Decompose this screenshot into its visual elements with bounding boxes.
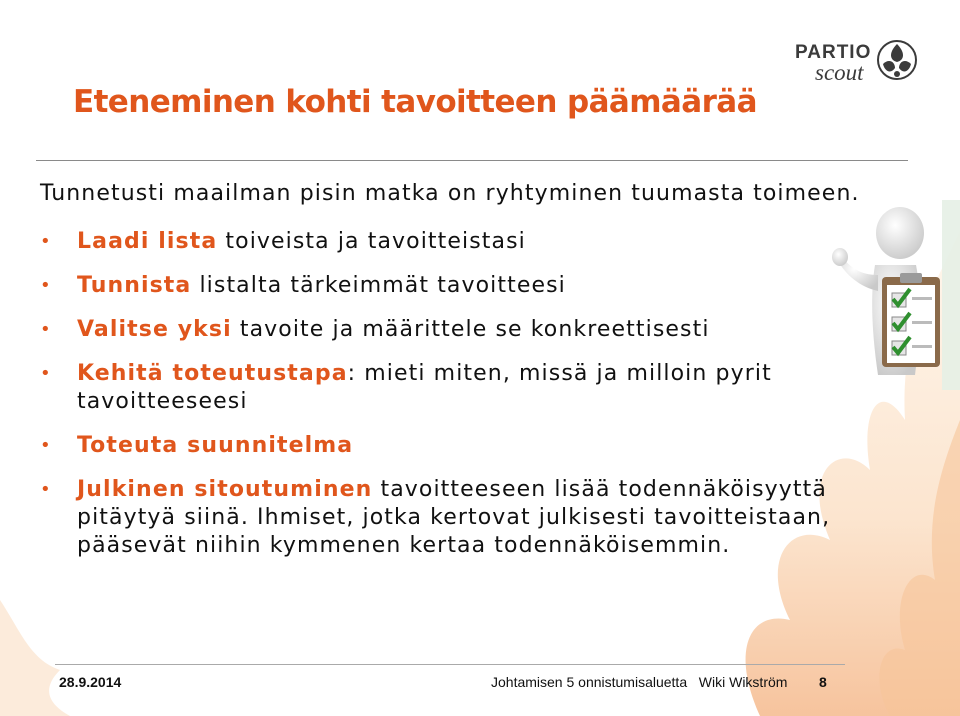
- bullet-4-highlight: Kehitä toteutustapa: [77, 361, 348, 386]
- footer-date: 28.9.2014: [59, 674, 122, 690]
- bullet-3-highlight: Valitse yksi: [77, 317, 232, 342]
- intro-text: Tunnetusti maailman pisin matka on ryhtyminen tuumasta toimeen.: [40, 181, 860, 206]
- bullet-2-highlight: Tunnista: [77, 273, 192, 298]
- slide-footer: [55, 674, 855, 694]
- bullet-4-text: : mieti miten, missä ja milloin pyrit tavoitteeseesi: [77, 361, 772, 414]
- bullet-dot-icon: •: [40, 319, 52, 340]
- logo-word-partio: PARTIO: [795, 42, 872, 63]
- bullet-dot-icon: •: [40, 363, 52, 384]
- footer-title: Johtamisen 5 onnistumisaluetta Wiki Wikström: [491, 674, 788, 690]
- bullet-item-3: [40, 316, 890, 344]
- bullet-list: [40, 228, 890, 560]
- bullet-3-text: tavoite ja määrittele se konkreettisesti: [231, 317, 710, 342]
- bullet-dot-icon: •: [40, 435, 52, 456]
- bullet-5-highlight: Toteuta suunnitelma: [77, 433, 354, 458]
- bullet-6-text: tavoitteeseen lisää todennäköisyyttä pitäytyä siinä. Ihmiset, jotka kertovat julkisesti tavoitteistaan, pääsevät niihin kymmenen kertaa todennäköisemmin.: [77, 477, 831, 558]
- bullet-item-5: [40, 432, 890, 460]
- bullet-1-text: toiveista ja tavoitteistasi: [217, 229, 526, 254]
- slide-body: [40, 180, 890, 576]
- bullet-2-text: listalta tärkeimmät tavoitteesi: [191, 273, 566, 298]
- partio-scout-logo: [793, 36, 921, 86]
- logo-word-scout: scout: [815, 60, 864, 85]
- bullet-dot-icon: •: [40, 479, 52, 500]
- bullet-dot-icon: •: [40, 275, 52, 296]
- title-divider: [36, 160, 908, 161]
- bullet-6-highlight: Julkinen sitoutuminen: [77, 477, 373, 502]
- bullet-dot-icon: •: [40, 231, 52, 252]
- footer-divider: [55, 664, 845, 665]
- bullet-item-1: [40, 228, 890, 256]
- page-number: 8: [819, 674, 827, 690]
- bullet-item-2: [40, 272, 890, 300]
- scout-trefoil-icon: [875, 38, 919, 82]
- slide-title: Eteneminen kohti tavoitteen päämäärää: [73, 84, 757, 120]
- bullet-1-highlight: Laadi lista: [77, 229, 218, 254]
- bullet-item-4: [40, 360, 837, 416]
- bullet-item-6: [40, 476, 890, 560]
